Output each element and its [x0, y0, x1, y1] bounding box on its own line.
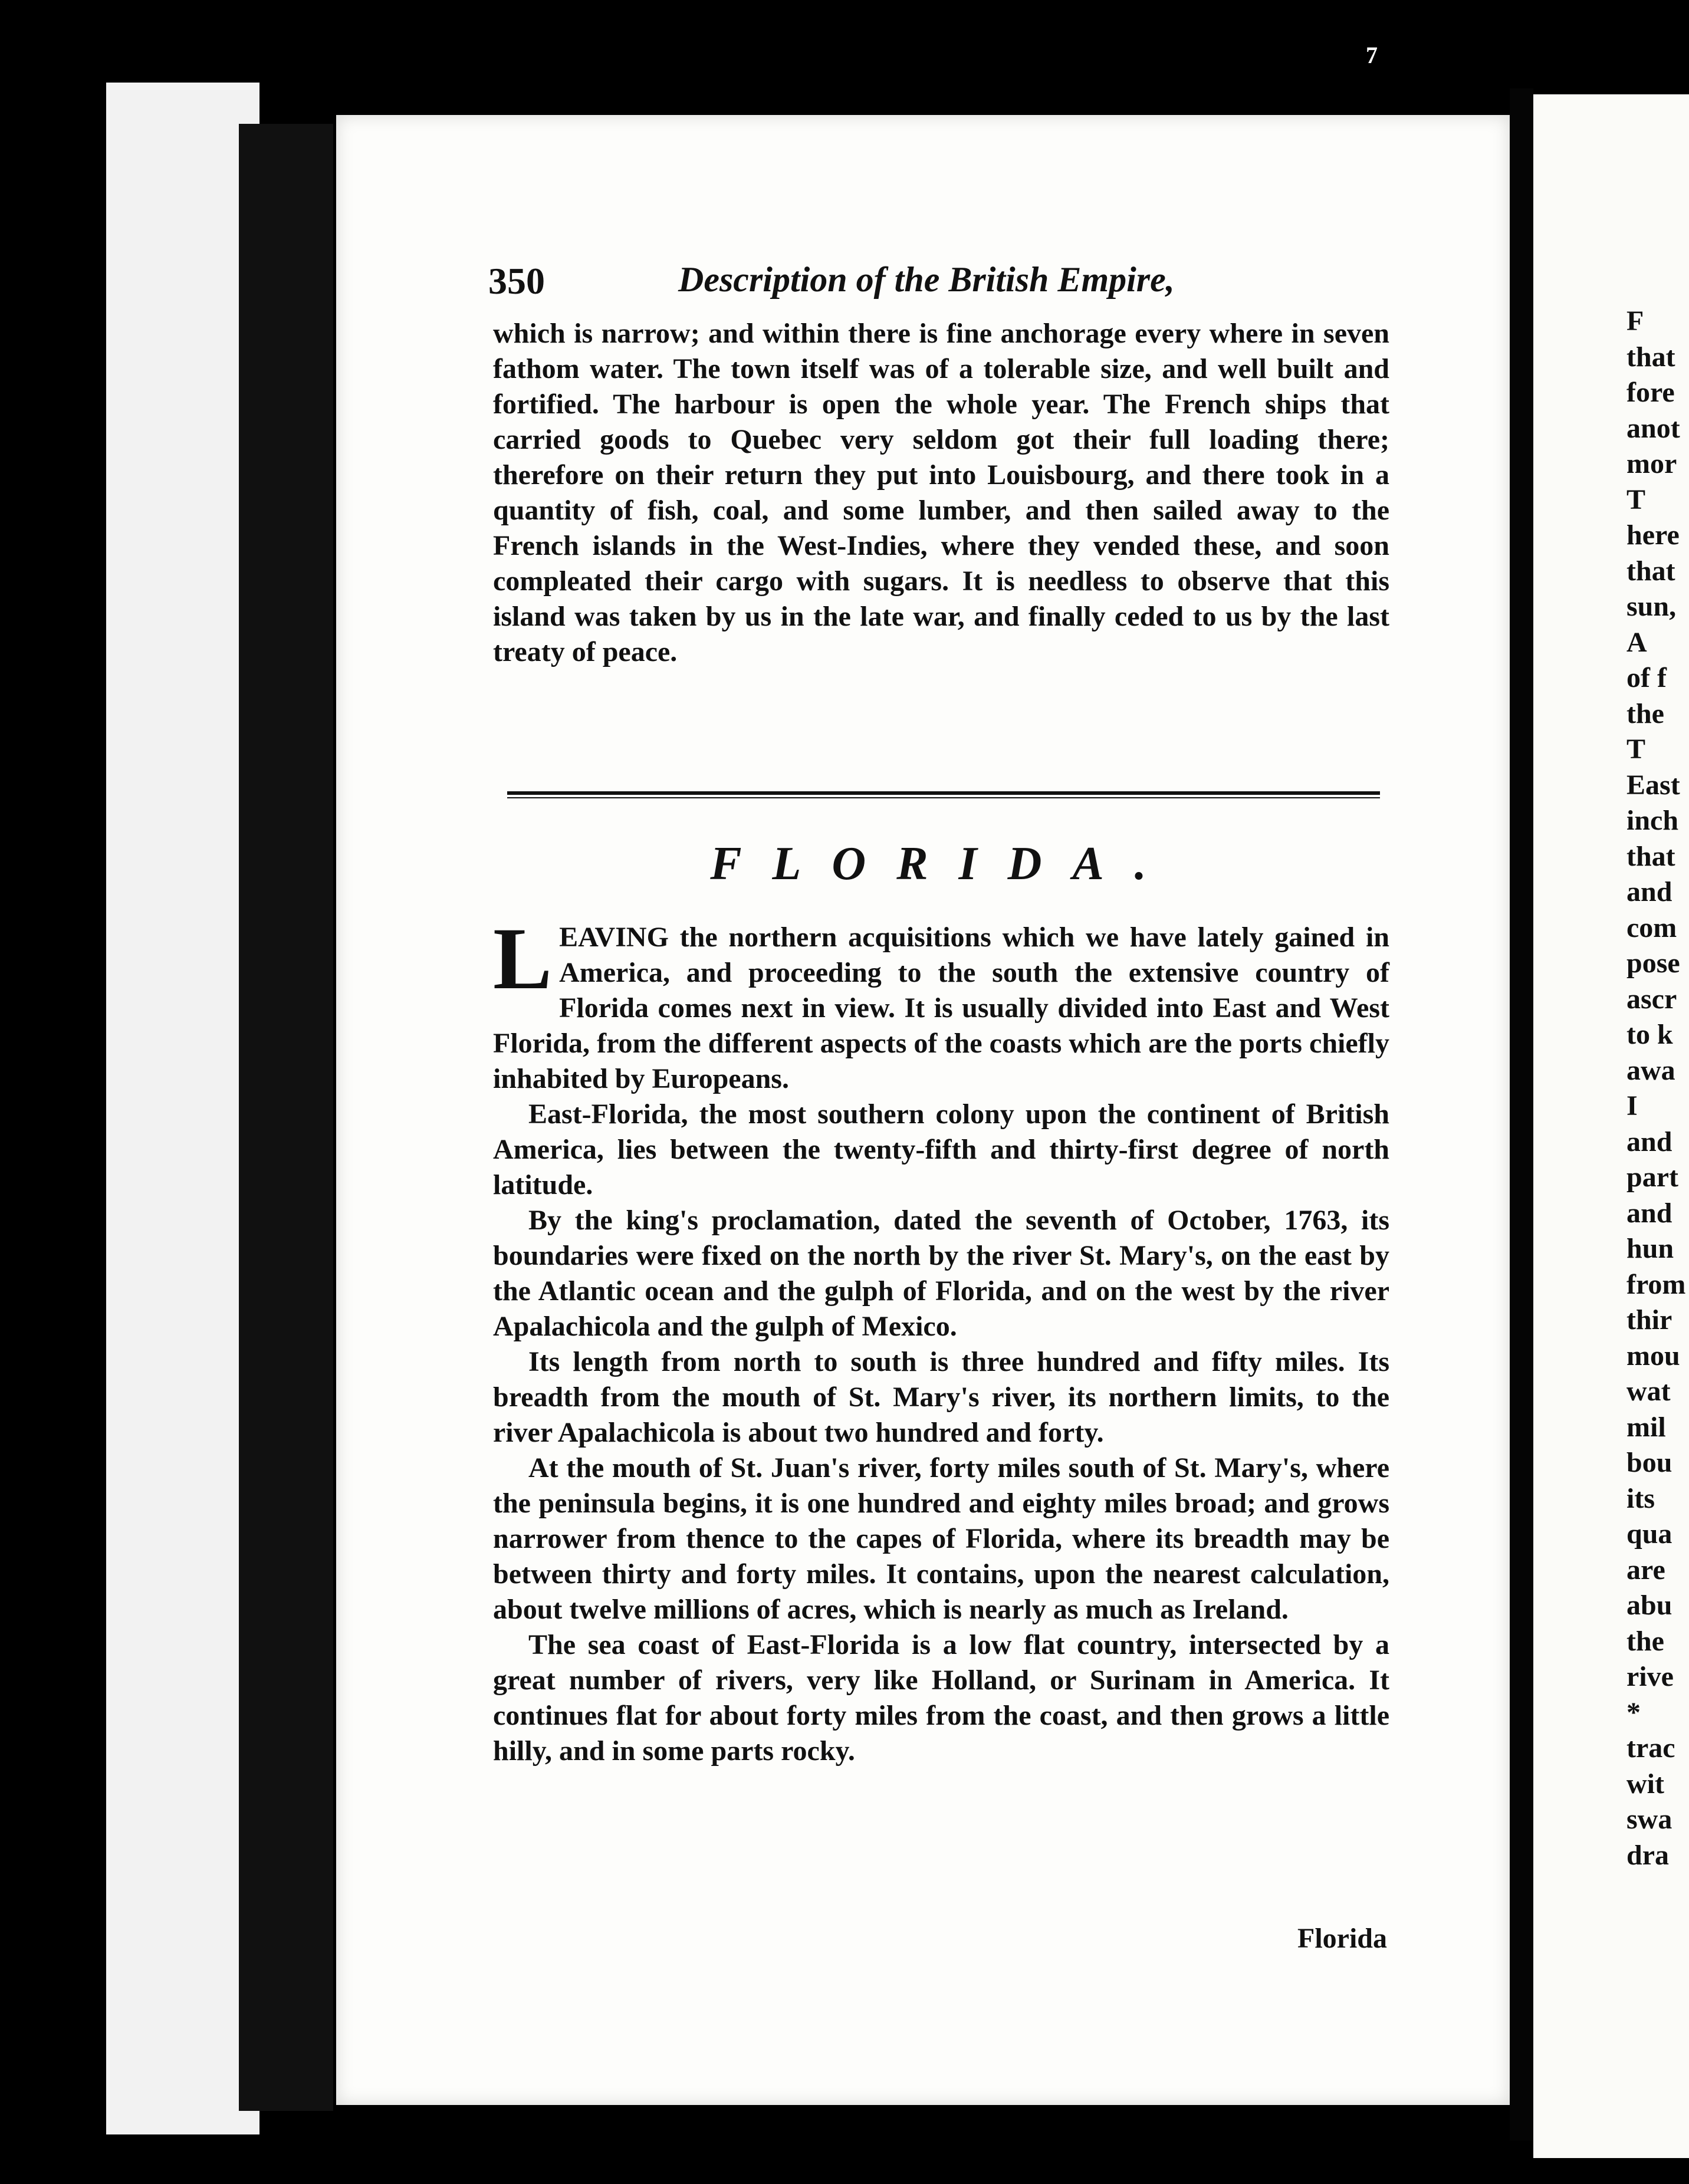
right-page-line-fragment: and: [1626, 1126, 1672, 1157]
right-page-line-fragment: the: [1626, 1625, 1664, 1657]
right-page-line-fragment: and: [1626, 876, 1672, 907]
drop-cap: L: [493, 910, 553, 1008]
intro-paragraph: [493, 316, 1389, 670]
right-page-line-fragment: swa: [1626, 1804, 1672, 1835]
book-binding-shadow: [239, 124, 333, 2111]
section-rule: [507, 791, 1380, 795]
right-page-line-fragment: trac: [1626, 1732, 1675, 1764]
corner-mark: 7: [1366, 42, 1378, 68]
right-page-line-fragment: that: [1626, 840, 1675, 872]
right-page-line-fragment: part: [1626, 1162, 1678, 1193]
right-page-line-fragment: bou: [1626, 1447, 1672, 1478]
right-page-line-fragment: dra: [1626, 1839, 1669, 1871]
right-page-line-fragment: *: [1626, 1696, 1641, 1728]
right-page-line-fragment: F: [1626, 305, 1644, 337]
right-page-line-fragment: com: [1626, 912, 1677, 943]
right-page-line-fragment: that: [1626, 555, 1675, 587]
right-page-line-fragment: mou: [1626, 1340, 1680, 1371]
right-page-line-fragment: its: [1626, 1482, 1655, 1514]
right-page-line-fragment: pose: [1626, 948, 1680, 979]
right-page-line-fragment: I: [1626, 1090, 1638, 1121]
section-rule-thin: [507, 797, 1380, 798]
right-page-line-fragment: qua: [1626, 1518, 1672, 1550]
right-page-line-fragment: from: [1626, 1268, 1686, 1300]
running-head-title: Description of the British Empire,: [678, 260, 1175, 299]
florida-section-body: [493, 910, 1389, 1769]
paragraph-2: East-Florida, the most southern colony upon the continent of British America, lies between the twenty-fifth and thirty-first degree of north latitude.: [493, 1098, 1389, 1200]
right-page-line-fragment: rive: [1626, 1661, 1674, 1692]
right-page-line-fragment: of f: [1626, 662, 1667, 693]
right-page-line-fragment: abu: [1626, 1590, 1672, 1621]
facing-page-edge: [106, 83, 259, 2134]
right-page-line-fragment: anot: [1626, 412, 1680, 444]
right-page-line-fragment: that: [1626, 341, 1675, 373]
right-page-line-fragment: here: [1626, 519, 1680, 551]
paragraph-6: The sea coast of East-Florida is a low flat country, intersected by a great number of rivers, very like Holland, or Surinam in America. It continues flat for about forty miles from the coast, and then grows a little hilly, and in some parts rocky.: [493, 1629, 1389, 1767]
right-page-line-fragment: A: [1626, 626, 1647, 658]
right-page-line-fragment: are: [1626, 1554, 1665, 1586]
book-gutter: [1510, 88, 1533, 2140]
right-page-line-fragment: ascr: [1626, 983, 1677, 1015]
page-number: 350: [488, 260, 545, 302]
right-page-line-fragment: mor: [1626, 448, 1677, 479]
right-page-line-fragment: wit: [1626, 1768, 1664, 1800]
right-page-line-fragment: to k: [1626, 1019, 1673, 1050]
right-page-line-fragment: wat: [1626, 1376, 1671, 1407]
paragraph-1-text: EAVING the northern acquisitions which we have lately gained in America, and proceeding to the south the extensive country of Florida comes next in view. It is usually divided into East and West Florida, from the different aspects of the coasts which are the ports chiefly inhabited by Europeans.: [493, 922, 1389, 1094]
right-page-line-fragment: fore: [1626, 377, 1675, 408]
intro-text: which is narrow; and within there is fine anchorage every where in seven fathom water. The town itself was of a tolerable size, and well built and fortified. The harbour is open the whole year. The French ships that carried goods to Quebec very seldom got their full loading there; therefore on their return they put into Louisbourg, and there took in a quantity of fish, coal, and some lumber, and then sailed away to the French islands in the West-Indies, where they vended these, and soon compleated their cargo with sugars. It is needless to observe that this island was taken by us in the late war, and finally ceded to us by the last treaty of peace.: [493, 318, 1389, 667]
right-page-line-fragment: inch: [1626, 805, 1679, 836]
section-title: FLORIDA.: [710, 838, 1177, 890]
right-page-line-fragment: thir: [1626, 1304, 1672, 1336]
right-page-line-fragment: mil: [1626, 1411, 1666, 1443]
right-page-line-fragment: sun,: [1626, 591, 1677, 622]
paragraph-3: By the king's proclamation, dated the seventh of October, 1763, its boundaries were fixed on the north by the river St. Mary's, on the east by the Atlantic ocean and the gulph of Florida, and on the west by the river Apalachicola and the gulph of Mexico.: [493, 1205, 1389, 1342]
right-page-line-fragment: East: [1626, 769, 1680, 801]
right-page-line-fragment: the: [1626, 698, 1664, 729]
right-page-line-fragment: and: [1626, 1197, 1672, 1229]
paragraph-1: [493, 910, 1389, 1097]
right-page-line-fragment: T: [1626, 734, 1646, 765]
right-page-line-fragment: hun: [1626, 1233, 1674, 1264]
catchword: Florida: [1297, 1923, 1387, 1954]
right-page-line-fragment: T: [1626, 483, 1646, 515]
paragraph-5: At the mouth of St. Juan's river, forty miles south of St. Mary's, where the peninsula begins, it is one hundred and eighty miles broad; and grows narrower from thence to the capes of Florida, where its breadth may be between thirty and forty miles. It contains, upon the nearest calculation, about twelve millions of acres, which is nearly as much as Ireland.: [493, 1452, 1389, 1625]
right-page-line-fragment: awa: [1626, 1054, 1675, 1086]
paragraph-4: Its length from north to south is three hundred and fifty miles. Its breadth from the mouth of St. Mary's river, its northern limits, to the river Apalachicola is about two hundred and forty.: [493, 1346, 1389, 1448]
